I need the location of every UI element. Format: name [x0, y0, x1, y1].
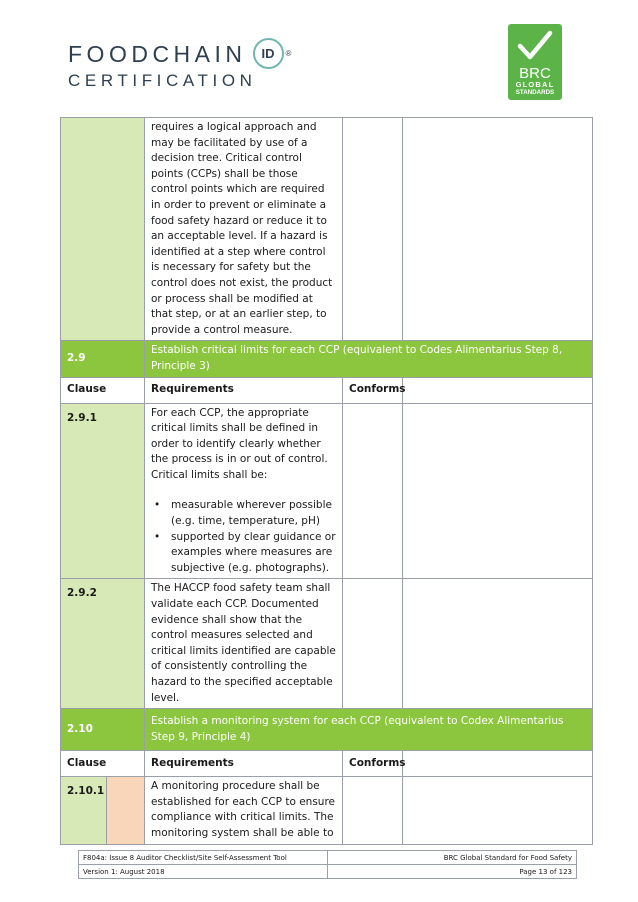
brc-text: BRC: [519, 65, 551, 82]
clause-number: 2.9.1: [61, 403, 145, 579]
logo-registered-mark: ®: [285, 48, 292, 58]
page-footer: [78, 850, 577, 879]
footer-row: [79, 851, 577, 865]
requirement-bullets: [151, 498, 336, 576]
conforms-cell[interactable]: [343, 777, 403, 844]
table-row: [61, 777, 593, 844]
conforms-cell[interactable]: [343, 403, 403, 579]
checkmark-icon: [517, 30, 553, 62]
footer-standard: BRC Global Standard for Food Safety: [328, 851, 577, 865]
logo-certification-text: CERTIFICATION: [68, 71, 257, 90]
column-header-row: [61, 751, 593, 777]
clause-status-cell: [107, 777, 145, 844]
section-number: 2.9: [61, 341, 145, 377]
brc-global-text: GLOBAL: [515, 80, 555, 89]
clause-header: Clause: [61, 751, 145, 777]
requirement-cell: [145, 777, 343, 844]
conforms-cell[interactable]: [343, 118, 403, 341]
requirement-cell: [145, 579, 343, 709]
footer-row: [79, 865, 577, 879]
section-title: Establish critical limits for each CCP (equivalent to Codes Alimentarius Step 8, Principle 3): [145, 341, 593, 377]
section-number: 2.10: [61, 709, 145, 751]
comments-cell[interactable]: [403, 403, 593, 579]
footer-doc-title: F804a: Issue 8 Auditor Checklist/Site Self-Assessment Tool: [79, 851, 328, 865]
column-header-row: [61, 377, 593, 403]
section-row-2-10: [61, 709, 593, 751]
requirements-header: Requirements: [145, 377, 343, 403]
comments-cell[interactable]: [403, 579, 593, 709]
table-row: [61, 403, 593, 579]
requirements-header: Requirements: [145, 751, 343, 777]
comments-cell[interactable]: [403, 118, 593, 341]
requirement-text: The HACCP food safety team shall validate each CCP. Documented evidence shall show that the control measures selected and critical limits identified are capable of consistently controlling the hazard to the specified acceptable level.: [151, 582, 336, 704]
clause-cell: [61, 118, 145, 341]
brc-global-standards-logo: [508, 24, 562, 100]
requirement-cell: [145, 118, 343, 341]
requirement-text: requires a logical approach and may be facilitated by use of a decision tree. Critical control points (CCPs) shall be those control points which are required in order to prevent or eliminate a food safety hazard or reduce it to an acceptable level. If a hazard is identified at a step where control is necessary for safety but the control does not exist, the product or process shall be modified at that step, or at an earlier step, to provide a control measure.: [151, 121, 333, 336]
requirement-cell: [145, 403, 343, 579]
conforms-cell[interactable]: [343, 579, 403, 709]
comments-header: [403, 751, 593, 777]
comments-cell[interactable]: [403, 777, 593, 844]
footer-version: Version 1: August 2018: [79, 865, 328, 879]
clause-header: Clause: [61, 377, 145, 403]
section-title: Establish a monitoring system for each CCP (equivalent to Codex Alimentarius Step 9, Principle 4): [145, 709, 593, 751]
logo-foodchain-text: FOODCHAIN: [68, 40, 247, 67]
requirement-intro: For each CCP, the appropriate critical limits shall be defined in order to identify clearly whether the process is in or out of control. Critical limits shall be:: [151, 406, 328, 481]
logo-line-foodchain: [68, 38, 291, 69]
conforms-header: Conforms: [343, 377, 403, 403]
bullet-item: • measurable wherever possible (e.g. time, temperature, pH): [171, 498, 336, 529]
table-row: [61, 579, 593, 709]
clause-number: 2.10.1: [61, 777, 107, 844]
comments-header: [403, 377, 593, 403]
footer-page-number: Page 13 of 123: [328, 865, 577, 879]
bullet-item: • supported by clear guidance or examples where measures are subjective (e.g. photographs).: [171, 530, 336, 577]
clause-number: 2.9.2: [61, 579, 145, 709]
requirement-text: A monitoring procedure shall be established for each CCP to ensure compliance with critical limits. The monitoring system shall be able to: [151, 780, 336, 839]
foodchain-id-logo: [68, 38, 291, 91]
checklist-table: [60, 117, 593, 845]
section-row-2-9: [61, 341, 593, 377]
spacer: [151, 483, 336, 498]
brc-standards-text: STANDARDS: [515, 89, 555, 96]
conforms-header: Conforms: [343, 751, 403, 777]
logo-id-badge: ID: [253, 38, 284, 69]
table-row: [61, 118, 593, 341]
